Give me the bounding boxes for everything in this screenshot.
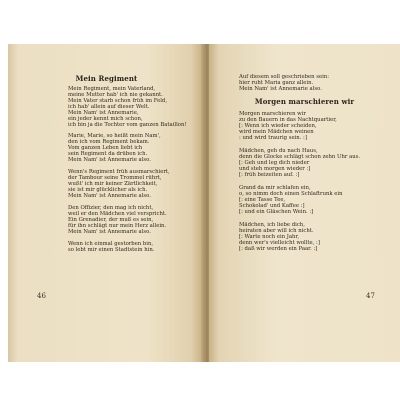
- text-line: Mein Nam' ist Annemarie also.: [239, 86, 322, 92]
- text-line: [: eine Tasse Tee,: [239, 197, 286, 203]
- text-line: Auf diesem soll geschrieben sein:: [239, 74, 329, 80]
- text-line: Mein Nam' ist Annemarie also.: [68, 157, 151, 163]
- text-line: Wenn's Regiment früh ausmarschiert,: [68, 169, 170, 175]
- text-line: Vom ganzen Leben liebt ich: [68, 145, 143, 151]
- text-line: hier ruht Maria ganz allein.: [239, 80, 314, 86]
- text-line: ich bin ja die Tochter vom ganzen Bataillon!: [68, 122, 187, 128]
- text-line: [: früh beizeiten auf. :]: [239, 172, 300, 178]
- text-line: : und wird traurig sein. :]: [239, 135, 307, 141]
- text-line: Mädchen, ich liebe dich,: [239, 222, 305, 228]
- text-line: ein jeder kennt mich schon,: [68, 116, 143, 122]
- text-line: Grand da mir schlafen ein,: [239, 185, 311, 191]
- text-line: Mein Nam' ist Annemarie also.: [68, 193, 151, 199]
- text-line: Den Offizier, den mag ich nicht,: [68, 205, 154, 211]
- text-line: Mein Regiment, mein Vaterland,: [68, 86, 156, 92]
- text-line: Morgen marschieren wir: [239, 111, 306, 117]
- left-page: [8, 44, 205, 362]
- text-line: o, so nimm doch einen Schlaftrunk ein: [239, 191, 343, 197]
- song-title-morgen-marschieren-wir: Morgen marschieren wir: [254, 97, 355, 106]
- page-number-right: 47: [366, 292, 375, 300]
- text-line: [: Warte noch ein Jahr,: [239, 234, 300, 240]
- text-line: [: und ein Gläschen Wein. :]: [239, 209, 314, 215]
- text-line: ich hab' allein auf dieser Welt.: [68, 104, 150, 110]
- text-line: heiraten aber will ich nicht.: [239, 228, 314, 234]
- open-book: [8, 44, 400, 362]
- text-line: weil er den Mädchen viel verspricht.: [68, 211, 167, 217]
- text-line: wird mein Mädchen weinen: [239, 129, 314, 135]
- text-line: denn wer's vielleicht wollte, :]: [239, 240, 320, 246]
- text-line: Ein Grenadier, der muß es sein,: [68, 217, 154, 223]
- text-line: Marie, Marie, so heißt mein Nam',: [68, 133, 161, 139]
- right-page: [209, 44, 400, 362]
- text-line: Mein Vater starb schon früh im Feld,: [68, 98, 168, 104]
- text-line: wußt' ich mir keiner Zärtlichkeit,: [68, 181, 158, 187]
- page-number-left: 46: [37, 292, 46, 300]
- text-line: [: daß wir werden ein Paar. :]: [239, 246, 318, 252]
- text-line: Mädchen, geh du nach Haus,: [239, 148, 318, 154]
- text-line: [: Wenn ich wieder scheiden,: [239, 123, 317, 129]
- text-line: [: Geh und leg dich nieder: [239, 160, 310, 166]
- text-line: sie ist mir glücklicher als ich.: [68, 187, 148, 193]
- text-line: und steh morgen wieder :]: [239, 166, 311, 172]
- text-line: Mein Nam' ist Annemarie also.: [68, 229, 151, 235]
- text-line: für ihn schlägt nur mein Herz allein.: [68, 223, 167, 229]
- text-line: Mein Nam' ist Annemarie,: [68, 110, 139, 116]
- text-line: Schokolad' und Kaffee :]: [239, 203, 305, 209]
- text-line: zu den Bauern in das Nachtquartier,: [239, 117, 337, 123]
- text-line: den ich vom Regiment bekam.: [68, 139, 150, 145]
- text-line: meine Mutter hab' ich nie gekannt.: [68, 92, 163, 98]
- text-line: denn die Glocke schlägt schon zehn Uhr aus.: [239, 154, 361, 160]
- text-line: der Tambour seine Trommel rührt,: [68, 175, 162, 181]
- text-line: Wenn ich einmal gestorben bin,: [68, 241, 154, 247]
- song-title-mein-regiment: Mein Regiment: [75, 74, 138, 83]
- text-line: sein Regiment da drüben ich.: [68, 151, 148, 157]
- text-line: so lebt mir einen Stadtstein hin.: [68, 247, 155, 253]
